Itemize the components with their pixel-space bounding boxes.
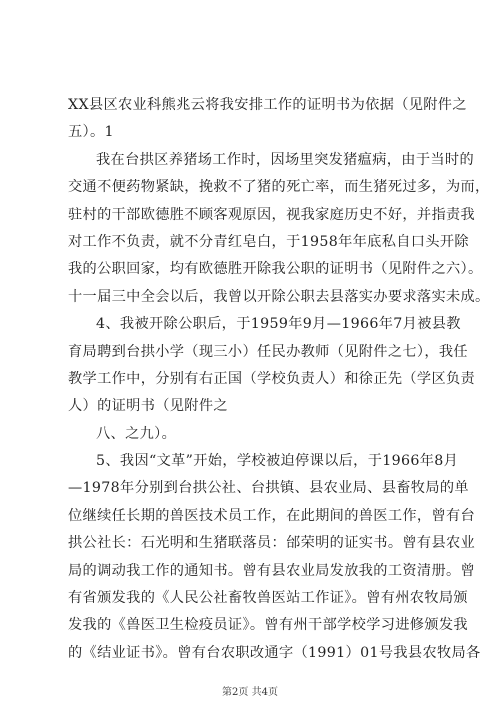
document-body (68, 92, 490, 667)
paragraph-start-line: 我在台拱区养猪场工作时，因场里突发猪瘟病，由于当时的 (96, 151, 474, 168)
text-line: XX县区农业科熊兆云将我安排工作的证明书为依据（见附件之 (68, 97, 467, 113)
text-line: 对工作不负责，就不分青红皂白，于1958年年底私自口头开除 (68, 233, 469, 250)
text-line: 育局聘到台拱小学（现三小）任民办教师（见附件之七），我任 (68, 343, 468, 360)
text-line: —1978年分别到台拱公社、台拱镇、县农业局、县畜牧局的单 (68, 480, 469, 497)
text-line: 位继续任长期的兽医技术员工作，在此期间的兽医工作，曾有台 (68, 507, 476, 524)
text-line: 发我的《兽医卫生检疫员证》。曾有州干部学校学习进修颁发我 (68, 617, 468, 634)
text-line: 有省颁发我的《人民公社畜牧兽医站工作证》。曾有州农牧局颁 (68, 590, 468, 607)
text-line: 的《结业证书》。曾有台农职改通字（1991）01号我县农牧局各 (68, 644, 481, 661)
text-line: 人）的证明书（见附件之 (68, 398, 228, 415)
paragraph-start-line: 4、我被开除公职后，于1959年9月—1966年7月被县教 (96, 316, 461, 333)
text-line: 教学工作中，分别有右正国（学校负责人）和徐正先（学区负责 (68, 370, 476, 387)
text-line: 我的公职回家，均有欧德胜开除我公职的证明书（见附件之六）。 (68, 261, 483, 278)
text-line: 拱公社长：石光明和生猪联落员：邰荣明的证实书。曾有县农业 (68, 535, 476, 552)
text-line: 驻村的干部欧德胜不顾客观原因，视我家庭历史不好，并指责我 (68, 206, 476, 223)
text-line: 五）。1 (68, 124, 114, 141)
paragraph-start-line: 5、我因“文革”开始，学校被迫停课以后，于1966年8月 (96, 453, 459, 470)
text-line: 局的调动我工作的通知书。曾有县农业局发放我的工资清册。曾 (68, 562, 476, 579)
text-line: 交通不便药物紧缺，挽救不了猪的死亡率，而生猪死过多，为而， (68, 179, 490, 196)
paragraph-start-line: 八、之九）。 (96, 425, 177, 442)
page-number-footer: 第2页 共4页 (222, 687, 278, 698)
text-line: 十一届三中全会以后，我曾以开除公职去县落实办要求落实未成。 (68, 288, 490, 305)
